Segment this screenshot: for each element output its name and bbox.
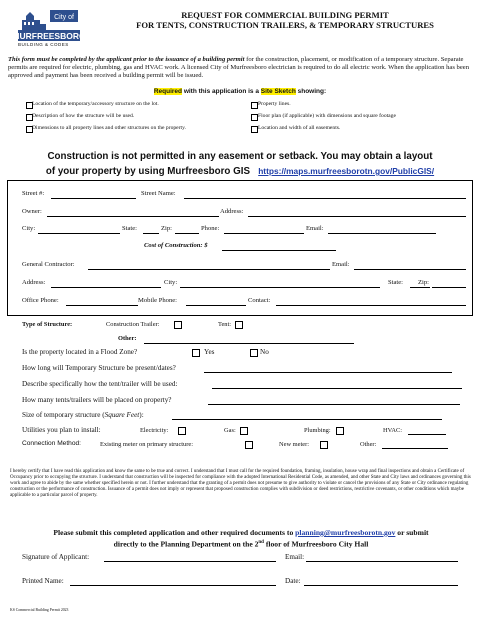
contact-field[interactable] [276, 305, 466, 306]
contact-label: Contact: [248, 297, 271, 304]
other-connection-label: Other: [360, 441, 377, 448]
phone-label: Phone: [201, 225, 220, 232]
tent-checkbox[interactable] [235, 321, 243, 329]
connection-method-label: Connection Method: [22, 440, 82, 447]
sketch-easements-checkbox[interactable] [251, 126, 258, 133]
size-text-c: ): [139, 411, 144, 419]
owner-label: Owner: [22, 208, 42, 215]
planning-email-link[interactable]: planning@murfreesborotn.gov [295, 528, 396, 537]
page-title [100, 10, 470, 30]
date-label: Date: [285, 577, 301, 585]
gc-city-field[interactable] [180, 287, 380, 288]
street-number-field[interactable] [51, 198, 136, 199]
state-label: State: [122, 225, 138, 232]
flood-yes-label: Yes [204, 348, 215, 356]
city-field[interactable] [38, 233, 120, 234]
gc-zip-field[interactable] [432, 287, 466, 288]
warning-line-1: Construction is not permitted in any easement or setback. You may obtain a layout [47, 151, 433, 162]
easement-warning [0, 150, 480, 179]
cost-label: Cost of Construction: $ [144, 242, 208, 249]
construction-trailer-label: Construction Trailer: [106, 321, 160, 328]
site-sketch-highlight: Site Sketch [260, 88, 296, 95]
how-long-question: How long will Temporary Structure be present/dates? [22, 364, 176, 372]
gc-zip-label: Zip: [418, 279, 429, 286]
existing-meter-checkbox[interactable] [245, 441, 253, 449]
how-many-question: How many tents/trailers will be placed on property? [22, 396, 172, 404]
gas-label: Gas: [224, 427, 236, 434]
electricity-checkbox[interactable] [178, 427, 186, 435]
gc-state-label: State: [388, 279, 404, 286]
how-long-field[interactable] [204, 372, 452, 373]
gc-address-field[interactable] [51, 287, 161, 288]
general-contractor-label: General Contractor: [22, 261, 75, 268]
state-field[interactable] [143, 233, 159, 234]
sketch-item-location: Location of the temporary/accessory structure on the lot. [32, 101, 159, 107]
certification-text: I hereby certify that I have read this application and know the same to be true and correct. I understand that I must call for the required foundation, framing, insulation, house wrap and final inspections and obtain a Certificate of Occupancy prior to occupying the structure. I understand that construction will be inspected for compliance with the adopted International Residential Code, as amended, and other State and City laws and ordinances governing this work and agree to abide by the same whether specified herein or not. I further understand that the granting of a permit does not presume to give authority to violate or cancel the provisions of any State or City ordinance regulating construction or the performance of construction. Issuance of a permit does not imply or represent that proposed construction complies with subdivision or deed restrictions, restrictive covenants, or other conditions which maybe applicable to a particular parcel of property. [10, 469, 471, 499]
cost-field[interactable] [222, 250, 336, 251]
warning-line-2: of your property by using Murfreesboro GIS [45, 166, 251, 177]
address-label: Address: [220, 208, 244, 215]
size-unit: Square Feet [104, 411, 140, 419]
signature-label: Signature of Applicant: [22, 553, 90, 561]
gc-email-label: Email: [332, 261, 350, 268]
title-line-1: REQUEST FOR COMMERCIAL BUILDING PERMIT [181, 10, 389, 20]
submit-text-a: Please submit this completed application and other required documents to [53, 528, 296, 537]
intro-rest: for the construction, placement, or modification of a temporary structure. Separate permits are required for electric, plumbing, gas and HVAC work. A licensed City of Murfreesboro electrician is required to do all electric work. When the application has been approved and payment has been received a building permit will be issued. [8, 56, 469, 80]
flood-zone-question: Is the property located in a Flood Zone? [22, 348, 138, 356]
new-meter-label: New meter: [279, 441, 309, 448]
size-text-a: Size of temporary structure ( [22, 411, 105, 419]
size-question [22, 411, 144, 419]
describe-use-field[interactable] [212, 388, 462, 389]
describe-use-question: Describe specifically how the tent/trailer will be used: [22, 380, 178, 388]
submit-sup: nd [258, 540, 264, 545]
flood-no-checkbox[interactable] [250, 349, 258, 357]
gc-city-label: City: [164, 279, 178, 286]
street-number-label: Street #: [22, 190, 45, 197]
sketch-item-dimensions: Dimensions to all property lines and other structures on the property. [32, 125, 186, 131]
hvac-label: HVAC: [383, 427, 403, 434]
mobile-phone-label: Mobile Phone: [138, 297, 178, 304]
gas-checkbox[interactable] [240, 427, 248, 435]
plumbing-checkbox[interactable] [336, 427, 344, 435]
street-name-field[interactable] [184, 198, 466, 199]
street-name-label: Street Name: [141, 190, 176, 197]
logo-name: MURFREESBORO [16, 31, 82, 41]
new-meter-checkbox[interactable] [320, 441, 328, 449]
printed-name-label: Printed Name: [22, 577, 64, 585]
submit-instructions [10, 528, 472, 550]
sketch-item-floor-plan: Floor plan (if applicable) with dimensions and square footage [258, 113, 396, 119]
sketch-item-property-lines: Property lines. [258, 101, 291, 107]
site-sketch-requirement [0, 88, 480, 95]
sketch-property-lines-checkbox[interactable] [251, 102, 258, 109]
plumbing-label: Plumbing: [304, 427, 331, 434]
how-many-field[interactable] [208, 404, 460, 405]
logo-city-of: City of [54, 14, 74, 21]
requirement-middle: with this application is a [182, 88, 261, 95]
email-field[interactable] [328, 233, 436, 234]
office-phone-label: Office Phone: [22, 297, 59, 304]
gc-email-field[interactable] [354, 269, 466, 270]
sketch-floor-plan-checkbox[interactable] [251, 114, 258, 121]
other-structure-label: Other: [118, 335, 137, 342]
flood-yes-checkbox[interactable] [192, 349, 200, 357]
size-field[interactable] [172, 419, 442, 420]
zip-label: Zip: [161, 225, 172, 232]
submit-text-d: floor of Murfreesboro City Hall [263, 539, 369, 549]
submit-text-b: or submit [395, 528, 429, 537]
flood-no-label: No [260, 348, 269, 356]
owner-field[interactable] [47, 216, 219, 217]
construction-trailer-checkbox[interactable] [174, 321, 182, 329]
utilities-label: Utilities you plan to install: [22, 426, 101, 434]
signature-email-label: Email: [285, 553, 305, 561]
footer-form-id: KS Commercial Building Permit 2023 [10, 608, 69, 612]
existing-meter-label: Existing meter on primary structure: [100, 441, 193, 448]
intro-bold: This form must be completed by the applicant prior to the issuance of a building permit [8, 56, 245, 63]
office-phone-field[interactable] [66, 305, 138, 306]
sketch-item-easements: Location and width of all easements. [258, 125, 341, 131]
signature-email-field[interactable] [306, 561, 458, 562]
other-connection-field[interactable] [382, 448, 448, 449]
city-label: City: [22, 225, 36, 232]
gis-link[interactable]: https://maps.murfreesborotn.gov/PublicGIS/ [258, 166, 435, 176]
date-field[interactable] [304, 585, 458, 586]
email-label: Email: [306, 225, 324, 232]
electricity-label: Electricity: [140, 427, 169, 434]
general-contractor-field[interactable] [88, 269, 330, 270]
title-line-2: FOR TENTS, CONSTRUCTION TRAILERS, & TEMPORARY STRUCTURES [136, 20, 434, 30]
city-logo [16, 8, 82, 42]
gc-state-field[interactable] [410, 287, 430, 288]
other-structure-field[interactable] [144, 343, 354, 344]
requirement-tail: showing: [295, 88, 327, 95]
signature-field[interactable] [104, 561, 276, 562]
gc-address-label: Address: [22, 279, 46, 286]
required-highlight: Required [153, 88, 183, 95]
zip-field[interactable] [175, 233, 199, 234]
printed-name-field[interactable] [70, 585, 276, 586]
sketch-item-description: Description of how the structure will be used. [32, 113, 135, 119]
applicant-info-box [7, 180, 473, 316]
phone-field[interactable] [224, 233, 304, 234]
logo-subtitle: BUILDING & CODES [18, 42, 69, 47]
tent-label: Tent: [218, 321, 232, 328]
address-field[interactable] [248, 216, 466, 217]
type-of-structure-label: Type of Structure: [22, 321, 73, 328]
submit-text-c: directly to the Planning Department on the 2 [113, 539, 259, 549]
hvac-field[interactable] [408, 434, 446, 435]
mobile-phone-field[interactable] [186, 305, 246, 306]
intro-paragraph [8, 56, 474, 80]
